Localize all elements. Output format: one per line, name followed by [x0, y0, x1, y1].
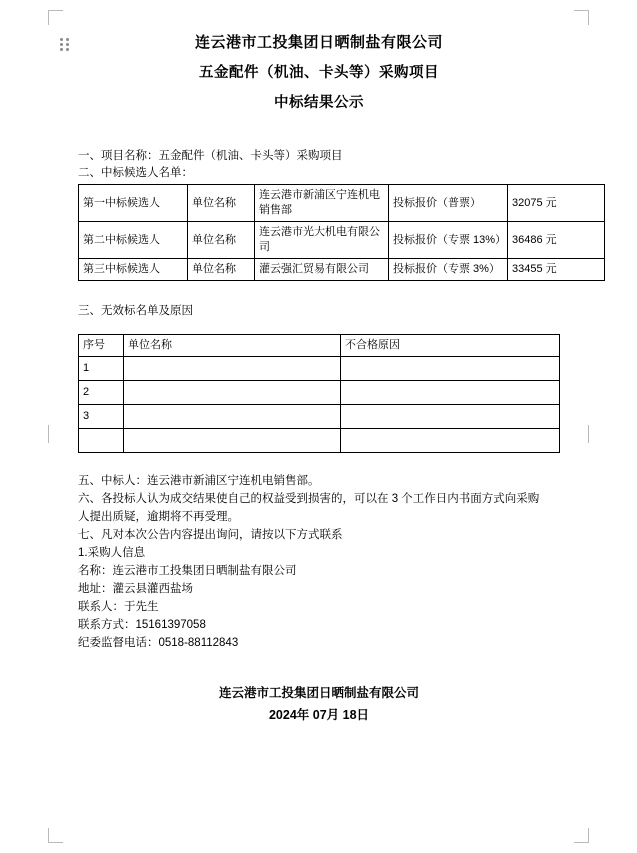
- invalid-row-no: 1: [79, 357, 124, 381]
- candidate-name-value: 连云港市新浦区宁连机电销售部: [255, 185, 389, 222]
- section-candidates-heading: 二、中标候选人名单：: [78, 167, 193, 179]
- invalid-row-no: 2: [79, 381, 124, 405]
- signature-date: 2024年 07月 18日: [268, 708, 370, 722]
- page-title-line-2: 五金配件（机油、卡头等）采购项目: [199, 65, 439, 81]
- candidate-rank: 第三中标候选人: [79, 259, 188, 281]
- page-title-line-1: 连云港市工投集团日晒制盐有限公司: [194, 34, 443, 51]
- candidate-price-value: 32075 元: [508, 185, 605, 222]
- invalid-row-unit: [124, 405, 341, 429]
- tail-line-winner: 五、中标人：连云港市新浦区宁连机电销售部。: [78, 475, 320, 487]
- tail-line-contact-phone: 联系方式：15161397058: [78, 619, 206, 631]
- invalid-row-reason: [341, 357, 560, 381]
- table-row: [79, 222, 605, 259]
- tail-line-inquiry: 七、凡对本次公告内容提出询问，请按以下方式联系: [78, 529, 343, 541]
- document-tail-text: [78, 473, 560, 652]
- crop-mark-bottom-right: [574, 828, 589, 843]
- invalid-col-no: 序号: [79, 335, 124, 357]
- table-row: [79, 381, 560, 405]
- document-content: [78, 28, 560, 726]
- tail-line-purchaser-info: 1.采购人信息: [78, 547, 146, 559]
- invalid-row-reason: [341, 405, 560, 429]
- signature-org: 连云港市工投集团日晒制盐有限公司: [218, 686, 419, 700]
- invalid-row-unit: [124, 381, 341, 405]
- candidate-price-value: 33455 元: [508, 259, 605, 281]
- candidate-price-label: 投标报价（专票 13%）: [389, 222, 508, 259]
- candidate-price-label: 投标报价（专票 3%）: [389, 259, 508, 281]
- drag-handle-icon[interactable]: [60, 38, 72, 52]
- section-project-name: 一、项目名称：五金配件（机油、卡头等）采购项目: [78, 150, 343, 162]
- candidate-name-value: 连云港市光大机电有限公司: [255, 222, 389, 259]
- tail-line-supervision-phone: 纪委监督电话：0518-88112843: [78, 637, 239, 649]
- invalid-row-no: [79, 429, 124, 453]
- tail-line-objection-1: 六、各投标人认为成交结果使自己的权益受到损害的，可以在 3 个工作日内书面方式向采购: [78, 493, 540, 505]
- table-row: [79, 185, 605, 222]
- table-header-row: [79, 335, 560, 357]
- tail-line-contact-person: 联系人：于先生: [78, 601, 159, 613]
- invalid-row-no: 3: [79, 405, 124, 429]
- table-row: [79, 405, 560, 429]
- candidate-rank: 第一中标候选人: [79, 185, 188, 222]
- candidate-name-label: 单位名称: [188, 185, 255, 222]
- crop-mark-middle-right: [574, 425, 589, 443]
- invalid-row-unit: [124, 357, 341, 381]
- candidate-price-label: 投标报价（普票）: [389, 185, 508, 222]
- invalid-row-reason: [341, 381, 560, 405]
- document-title-block: [78, 28, 560, 118]
- candidate-price-value: 36486 元: [508, 222, 605, 259]
- invalid-row-unit: [124, 429, 341, 453]
- page-title-line-3: 中标结果公示: [274, 95, 364, 111]
- signature-block: [78, 682, 560, 726]
- crop-mark-bottom-left: [48, 828, 63, 843]
- candidate-name-value: 灌云强汇贸易有限公司: [255, 259, 389, 281]
- candidates-table: [78, 184, 605, 281]
- invalid-row-reason: [341, 429, 560, 453]
- candidate-rank: 第二中标候选人: [79, 222, 188, 259]
- table-row: [79, 357, 560, 381]
- table-row: [79, 429, 560, 453]
- candidate-name-label: 单位名称: [188, 222, 255, 259]
- tail-line-address: 地址：灌云县灌西盐场: [78, 583, 193, 595]
- tail-line-org-name: 名称：连云港市工投集团日晒制盐有限公司: [78, 565, 297, 577]
- table-row: [79, 259, 605, 281]
- crop-mark-top-right: [574, 10, 589, 25]
- candidate-name-label: 单位名称: [188, 259, 255, 281]
- section-invalid-heading: 三、无效标名单及原因: [78, 305, 193, 317]
- invalid-col-reason: 不合格原因: [341, 335, 560, 357]
- tail-line-objection-2: 人提出质疑，逾期将不再受理。: [78, 511, 239, 523]
- invalid-col-unit: 单位名称: [124, 335, 341, 357]
- crop-mark-top-left: [48, 10, 63, 25]
- crop-mark-middle-left: [48, 425, 63, 443]
- invalid-bids-table: [78, 334, 560, 453]
